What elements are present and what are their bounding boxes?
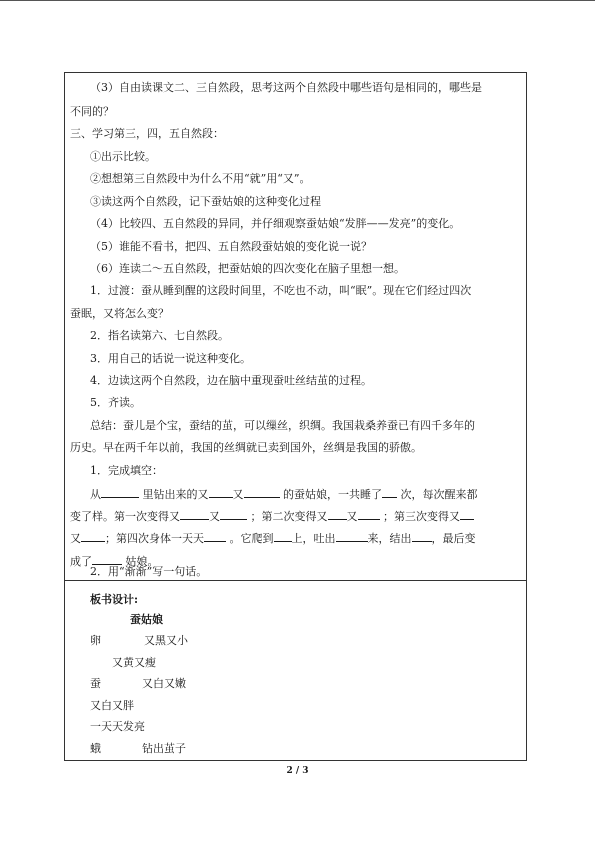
text-line: 2．指名读第六、七自然段。 bbox=[90, 329, 229, 342]
blank bbox=[328, 508, 347, 520]
blank bbox=[358, 508, 380, 520]
blank bbox=[382, 486, 397, 498]
board-stage-desc: 一天天发亮 bbox=[90, 720, 145, 733]
blank bbox=[92, 553, 122, 565]
board-title: 蚕姑娘 bbox=[130, 613, 163, 626]
blank bbox=[101, 486, 139, 498]
summary-line: 历史。早在两千年以前，我国的丝绸就已卖到国外，丝绸是我国的骄傲。 bbox=[70, 441, 422, 454]
text-line: 1．过渡：蚕从睡到醒的这段时间里，不吃也不动，叫“眠”。现在它们经过四次 bbox=[90, 284, 472, 297]
board-stage-desc: 又黄又瘦 bbox=[112, 656, 156, 669]
text-line: （6）连读二～五自然段，把蚕姑娘的四次变化在脑子里想一想。 bbox=[90, 262, 405, 275]
fill-blank-line-3: 又 ；第四次身体一天天 。它爬到 上，吐出 来，结出 ，最后变 bbox=[70, 532, 476, 545]
board-heading: 板书设计: bbox=[90, 593, 139, 606]
text-line: 4．边读这两个自然段，边在脑中重现蚕吐丝结茧的过程。 bbox=[90, 374, 372, 387]
summary-line: 总结：蚕儿是个宝，蚕结的茧，可以缫丝，织绸。我国栽桑养蚕已有四千多年的 bbox=[90, 419, 475, 432]
text-line: ②想想第三自然段中为什么不用“就”用“又”。 bbox=[90, 172, 311, 185]
text-line: 蚕眠，又将怎么变？ bbox=[70, 307, 169, 320]
board-stage-desc: 钻出茧子 bbox=[142, 742, 186, 755]
fill-blank-line-2: 变了样。第一次变得又 又 ；第二次变得又 又 ；第三次变得又 bbox=[70, 508, 474, 524]
fill-blank-line-4: 成了 姑娘。 bbox=[70, 555, 159, 568]
board-stage-desc: 又白又胖 bbox=[90, 699, 134, 712]
exercise-heading: 1．完成填空： bbox=[90, 464, 163, 477]
blank bbox=[180, 508, 209, 520]
text-line: ③读这两个自然段，记下蚕姑娘的这种变化过程 bbox=[90, 195, 321, 208]
page-top-rule bbox=[0, 0, 595, 1]
table-row-divider bbox=[64, 580, 527, 581]
board-stage-desc: 又黑又小 bbox=[144, 634, 188, 647]
board-stage-label: 蛾 bbox=[90, 742, 101, 755]
text-line: 不同的？ bbox=[70, 105, 114, 118]
blank bbox=[204, 530, 226, 542]
page-number: 2 / 3 bbox=[286, 766, 309, 776]
text-line: （4）比较四、五自然段的异同，并仔细观察蚕姑娘“发胖——发亮”的变化。 bbox=[90, 217, 461, 230]
blank bbox=[220, 508, 247, 520]
board-stage-desc: 又白又嫩 bbox=[142, 677, 186, 690]
blank bbox=[81, 530, 105, 542]
blank bbox=[460, 508, 474, 520]
section-heading: 三、学习第三，四，五自然段： bbox=[70, 127, 224, 140]
blank bbox=[274, 530, 292, 542]
blank bbox=[336, 530, 368, 542]
text-line: 5．齐读。 bbox=[90, 396, 141, 409]
fill-blank-line-1: 从 里钻出来的又 又 的蚕姑娘，一共睡了 次，每次醒来都 bbox=[90, 488, 478, 501]
text-line: （5）谁能不看书，把四、五自然段蚕姑娘的变化说一说？ bbox=[90, 240, 372, 253]
text-line: 3．用自己的话说一说这种变化。 bbox=[90, 352, 251, 365]
blank bbox=[209, 486, 233, 498]
board-stage-label: 卵 bbox=[90, 634, 101, 647]
board-stage-label: 蚕 bbox=[90, 677, 101, 690]
text-line: 2．用“渐渐”写一句话。 bbox=[90, 565, 208, 578]
text-line: （3）自由读课文二、三自然段，思考这两个自然段中哪些语句是相同的，哪些是 bbox=[90, 81, 482, 94]
blank bbox=[244, 486, 280, 498]
blank bbox=[412, 530, 432, 542]
text-line: ①出示比较。 bbox=[90, 150, 156, 163]
